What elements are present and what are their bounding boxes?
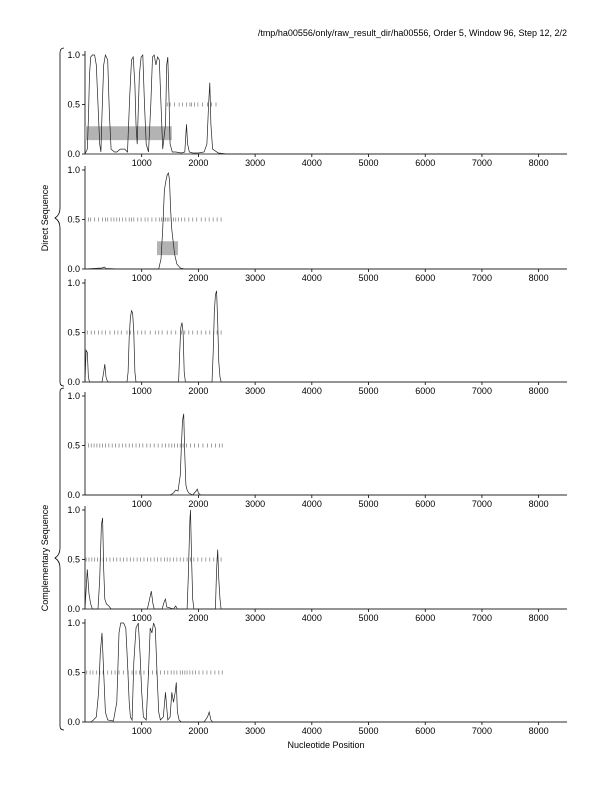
chart-panels bbox=[67, 50, 567, 736]
x-tick-label: 4000 bbox=[301, 158, 322, 168]
x-tick-label: 5000 bbox=[358, 273, 379, 283]
x-tick-label: 7000 bbox=[471, 499, 492, 509]
x-tick-label: 8000 bbox=[528, 386, 549, 396]
data-line bbox=[85, 623, 567, 722]
complementary-group-brace bbox=[55, 388, 64, 730]
x-tick-label: 2000 bbox=[188, 499, 209, 509]
x-tick-label: 4000 bbox=[301, 386, 322, 396]
y-tick-label: 0.5 bbox=[67, 667, 80, 678]
panel-2 bbox=[67, 165, 567, 283]
y-tick-label: 1.0 bbox=[67, 165, 80, 175]
x-tick-label: 4000 bbox=[301, 613, 322, 623]
y-tick-label: 0.5 bbox=[67, 99, 80, 110]
x-tick-label: 7000 bbox=[471, 273, 492, 283]
x-tick-label: 6000 bbox=[415, 386, 436, 396]
x-tick-label: 7000 bbox=[471, 386, 492, 396]
x-tick-label: 5000 bbox=[358, 499, 379, 509]
direct-sequence-label: Direct Sequence bbox=[40, 184, 50, 252]
x-tick-label: 6000 bbox=[415, 726, 436, 736]
panel-1 bbox=[67, 50, 567, 168]
highlight-region bbox=[157, 241, 178, 255]
y-tick-label: 1.0 bbox=[67, 505, 80, 515]
x-tick-label: 7000 bbox=[471, 613, 492, 623]
x-tick-label: 1000 bbox=[131, 726, 152, 736]
x-tick-label: 1000 bbox=[131, 613, 152, 623]
data-line bbox=[85, 414, 567, 495]
x-tick-label: 5000 bbox=[358, 386, 379, 396]
file-header: /tmp/ha00556/only/raw_result_dir/ha00556, Order 5, Window 96, Step 12, 2/2 bbox=[257, 28, 567, 38]
complementary-sequence-label: Complementary Sequence bbox=[40, 504, 50, 612]
x-tick-label: 8000 bbox=[528, 726, 549, 736]
y-tick-label: 0.5 bbox=[67, 554, 80, 565]
x-tick-label: 6000 bbox=[415, 499, 436, 509]
x-tick-label: 8000 bbox=[528, 613, 549, 623]
panel-5 bbox=[67, 505, 567, 623]
x-tick-label: 8000 bbox=[528, 273, 549, 283]
x-tick-label: 3000 bbox=[245, 499, 266, 509]
panel-3 bbox=[67, 278, 567, 396]
x-tick-label: 5000 bbox=[358, 613, 379, 623]
x-tick-label: 6000 bbox=[415, 273, 436, 283]
x-tick-label: 4000 bbox=[301, 499, 322, 509]
x-tick-label: 2000 bbox=[188, 386, 209, 396]
y-tick-label: 0.5 bbox=[67, 214, 80, 225]
x-tick-label: 5000 bbox=[358, 158, 379, 168]
x-tick-label: 1000 bbox=[131, 158, 152, 168]
x-tick-label: 8000 bbox=[528, 158, 549, 168]
panel-6 bbox=[67, 618, 567, 736]
x-tick-label: 4000 bbox=[301, 726, 322, 736]
x-tick-label: 1000 bbox=[131, 386, 152, 396]
y-tick-label: 1.0 bbox=[67, 50, 80, 60]
x-tick-label: 4000 bbox=[301, 273, 322, 283]
x-tick-label: 2000 bbox=[188, 613, 209, 623]
x-tick-label: 3000 bbox=[245, 158, 266, 168]
x-tick-label: 7000 bbox=[471, 726, 492, 736]
y-tick-label: 0.5 bbox=[67, 327, 80, 338]
y-tick-label: 1.0 bbox=[67, 278, 80, 288]
x-tick-label: 1000 bbox=[131, 499, 152, 509]
x-tick-label: 7000 bbox=[471, 158, 492, 168]
panel-4 bbox=[67, 391, 567, 509]
data-line bbox=[85, 291, 567, 382]
y-tick-label: 0.0 bbox=[67, 264, 80, 274]
direct-group-brace bbox=[55, 48, 64, 386]
y-tick-label: 0.0 bbox=[67, 717, 80, 727]
x-tick-label: 2000 bbox=[188, 273, 209, 283]
x-tick-label: 6000 bbox=[415, 158, 436, 168]
x-tick-label: 2000 bbox=[188, 158, 209, 168]
y-tick-label: 0.0 bbox=[67, 490, 80, 500]
x-tick-label: 5000 bbox=[358, 726, 379, 736]
x-tick-label: 3000 bbox=[245, 273, 266, 283]
y-tick-label: 0.5 bbox=[67, 440, 80, 451]
x-tick-label: 8000 bbox=[528, 499, 549, 509]
x-tick-label: 3000 bbox=[245, 613, 266, 623]
y-tick-label: 0.0 bbox=[67, 604, 80, 614]
y-tick-label: 0.0 bbox=[67, 149, 80, 159]
x-tick-label: 2000 bbox=[188, 726, 209, 736]
y-tick-label: 0.0 bbox=[67, 377, 80, 387]
y-tick-label: 1.0 bbox=[67, 391, 80, 401]
x-tick-label: 6000 bbox=[415, 613, 436, 623]
y-tick-label: 1.0 bbox=[67, 618, 80, 628]
x-tick-label: 1000 bbox=[131, 273, 152, 283]
x-axis-label: Nucleotide Position bbox=[287, 740, 365, 750]
x-tick-label: 3000 bbox=[245, 726, 266, 736]
x-tick-label: 3000 bbox=[245, 386, 266, 396]
